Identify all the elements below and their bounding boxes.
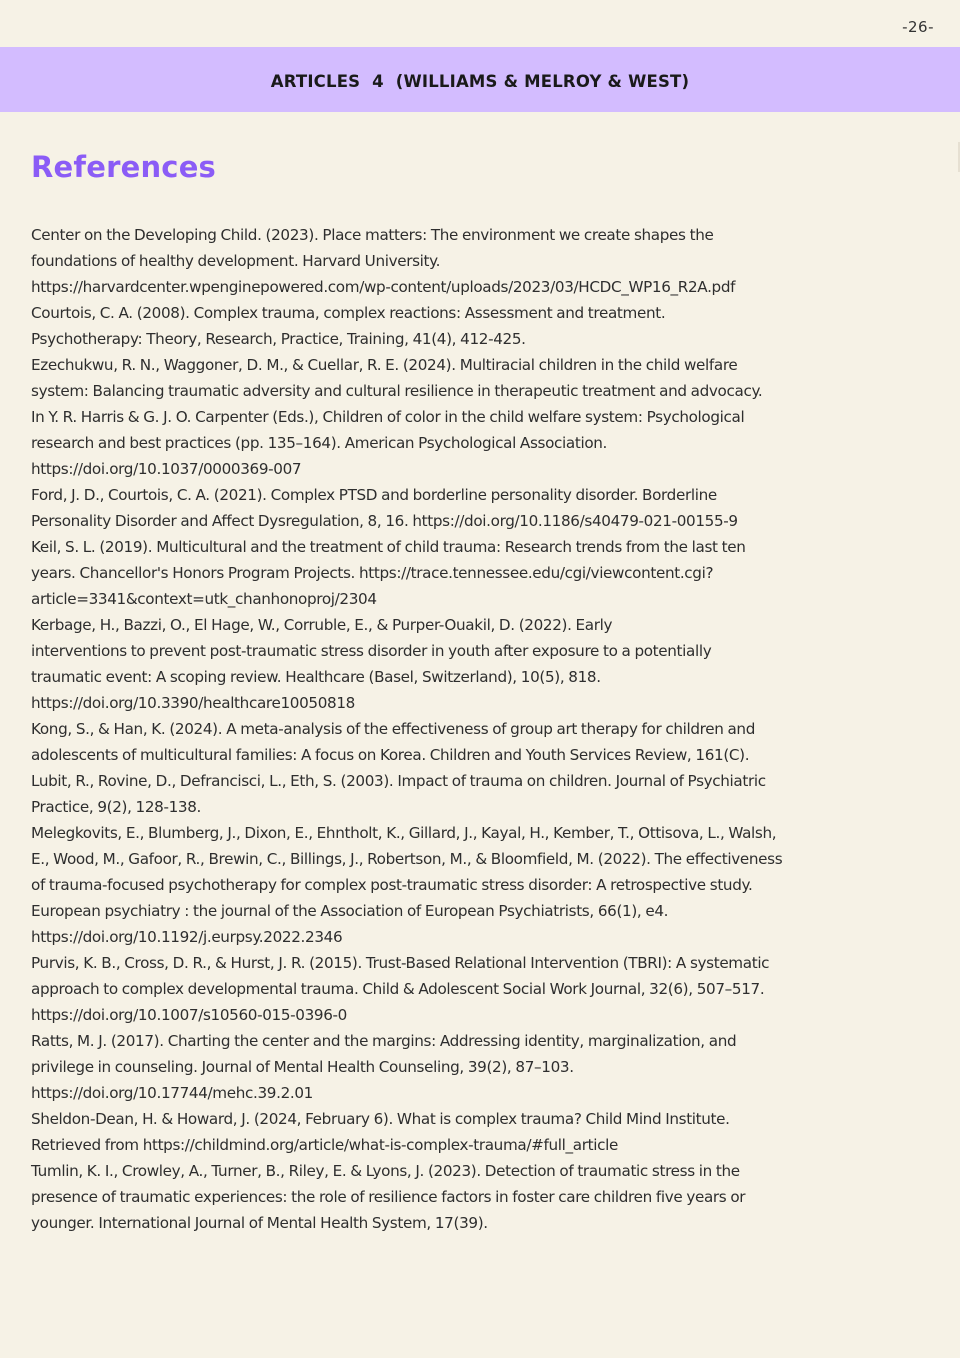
reference-entry — [31, 1158, 936, 1236]
reference-entry — [31, 1028, 936, 1106]
reference-entry — [31, 222, 936, 300]
reference-entry — [31, 300, 936, 352]
reference-line: E., Wood, M., Gafoor, R., Brewin, C., Billings, J., Robertson, M., & Bloomfield, M. (2022). The effectiveness — [31, 850, 783, 868]
reference-line: research and best practices (pp. 135–164). American Psychological Association. — [31, 434, 608, 452]
reference-line: https://harvardcenter.wpenginepowered.com/wp-content/uploads/2023/03/HCDC_WP16_R2A.pdf — [31, 278, 736, 296]
reference-line: https://doi.org/10.3390/healthcare10050818 — [31, 694, 355, 712]
reference-line: Personality Disorder and Affect Dysregulation, 8, 16. https://doi.org/10.1186/s40479-021-00155-9 — [31, 512, 738, 530]
reference-line: Kong, S., & Han, K. (2024). A meta-analysis of the effectiveness of group art therapy for children and — [31, 720, 755, 738]
page-number: -26- — [902, 18, 934, 36]
reference-line: Sheldon-Dean, H. & Howard, J. (2024, February 6). What is complex trauma? Child Mind Institute. — [31, 1110, 730, 1128]
reference-line: Lubit, R., Rovine, D., Defrancisci, L., Eth, S. (2003). Impact of trauma on children. Journal of Psychiatric — [31, 772, 766, 790]
reference-entry — [31, 612, 936, 716]
reference-line: Ratts, M. J. (2017). Charting the center and the margins: Addressing identity, marginalization, and — [31, 1032, 737, 1050]
article-header-title: ARTICLES 4 (WILLIAMS & MELROY & WEST) — [270, 72, 690, 91]
reference-line: Courtois, C. A. (2008). Complex trauma, complex reactions: Assessment and treatment. — [31, 304, 666, 322]
reference-line: Retrieved from https://childmind.org/article/what-is-complex-trauma/#full_article — [31, 1136, 618, 1154]
reference-line: years. Chancellor's Honors Program Projects. https://trace.tennessee.edu/cgi/viewcontent.cgi? — [31, 564, 714, 582]
reference-line: Kerbage, H., Bazzi, O., El Hage, W., Corruble, E., & Purper-Ouakil, D. (2022). Early — [31, 616, 613, 634]
reference-entry — [31, 482, 936, 534]
reference-line: Practice, 9(2), 128-138. — [31, 798, 202, 816]
reference-list — [31, 222, 936, 1236]
reference-line: interventions to prevent post-traumatic stress disorder in youth after exposure to a potentially — [31, 642, 712, 660]
reference-entry — [31, 716, 936, 768]
reference-line: presence of traumatic experiences: the role of resilience factors in foster care children five years or — [31, 1188, 746, 1206]
reference-entry — [31, 950, 936, 1028]
reference-line: younger. International Journal of Mental Health System, 17(39). — [31, 1214, 488, 1232]
reference-line: traumatic event: A scoping review. Healthcare (Basel, Switzerland), 10(5), 818. — [31, 668, 601, 686]
reference-line: of trauma-focused psychotherapy for complex post-traumatic stress disorder: A retrospective study. — [31, 876, 753, 894]
reference-line: Melegkovits, E., Blumberg, J., Dixon, E., Ehntholt, K., Gillard, J., Kayal, H., Kember, T., Ottisova, L., Walsh, — [31, 824, 777, 842]
reference-entry — [31, 1106, 936, 1158]
reference-entry — [31, 534, 936, 612]
reference-line: https://doi.org/10.1007/s10560-015-0396-0 — [31, 1006, 347, 1024]
reference-line: approach to complex developmental trauma. Child & Adolescent Social Work Journal, 32(6), 507–517. — [31, 980, 765, 998]
reference-line: system: Balancing traumatic adversity and cultural resilience in therapeutic treatment and advocacy. — [31, 382, 763, 400]
reference-entry — [31, 820, 936, 950]
reference-line: European psychiatry : the journal of the Association of European Psychiatrists, 66(1), e4. — [31, 902, 669, 920]
reference-line: Center on the Developing Child. (2023). Place matters: The environment we create shapes the — [31, 226, 714, 244]
reference-line: privilege in counseling. Journal of Mental Health Counseling, 39(2), 87–103. — [31, 1058, 574, 1076]
reference-line: https://doi.org/10.1192/j.eurpsy.2022.2346 — [31, 928, 343, 946]
reference-line: adolescents of multicultural families: A focus on Korea. Children and Youth Services Review, 161(C). — [31, 746, 750, 764]
references-heading: References — [31, 150, 217, 184]
reference-line: Tumlin, K. I., Crowley, A., Turner, B., Riley, E. & Lyons, J. (2023). Detection of traumatic stress in the — [31, 1162, 740, 1180]
reference-line: Ford, J. D., Courtois, C. A. (2021). Complex PTSD and borderline personality disorder. Borderline — [31, 486, 717, 504]
article-header-band — [0, 47, 960, 112]
reference-line: Psychotherapy: Theory, Research, Practice, Training, 41(4), 412-425. — [31, 330, 526, 348]
reference-line: Ezechukwu, R. N., Waggoner, D. M., & Cuellar, R. E. (2024). Multiracial children in the child welfare — [31, 356, 738, 374]
reference-line: Purvis, K. B., Cross, D. R., & Hurst, J. R. (2015). Trust-Based Relational Intervention (TBRI): A systematic — [31, 954, 770, 972]
reference-line: https://doi.org/10.17744/mehc.39.2.01 — [31, 1084, 313, 1102]
reference-line: foundations of healthy development. Harvard University. — [31, 252, 441, 270]
reference-line: https://doi.org/10.1037/0000369-007 — [31, 460, 302, 478]
reference-line: article=3341&context=utk_chanhonoproj/2304 — [31, 590, 377, 608]
reference-line: In Y. R. Harris & G. J. O. Carpenter (Eds.), Children of color in the child welfare system: Psychological — [31, 408, 745, 426]
reference-line: Keil, S. L. (2019). Multicultural and the treatment of child trauma: Research trends from the last ten — [31, 538, 746, 556]
reference-entry — [31, 352, 936, 482]
reference-entry — [31, 768, 936, 820]
